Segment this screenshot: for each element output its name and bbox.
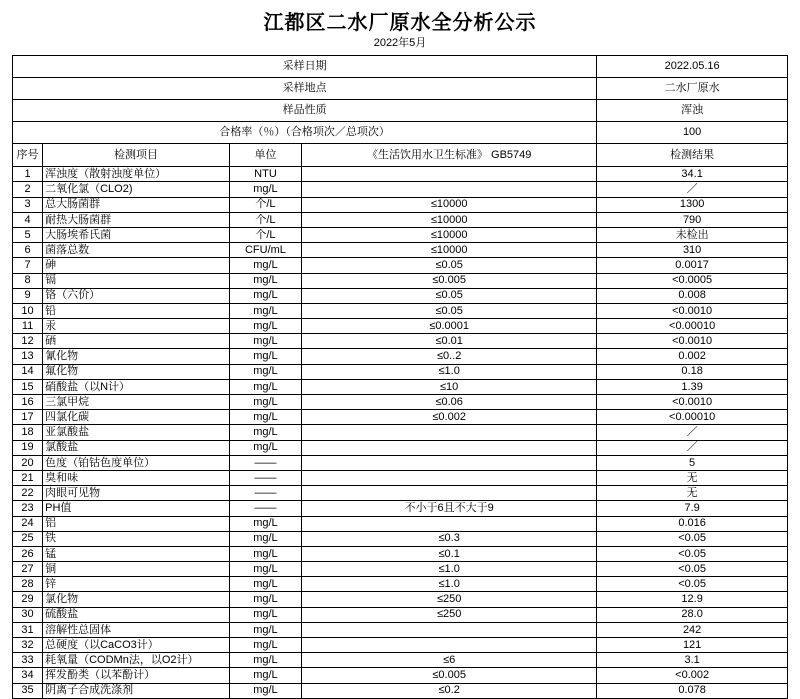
cell-standard: ≤0.3 [302,531,597,546]
cell-unit: mg/L [229,303,301,318]
column-header-unit: 单位 [229,144,301,167]
cell-no: 21 [13,470,43,485]
cell-standard: ≤0.05 [302,288,597,303]
table-row [13,440,788,455]
cell-item: 挥发酚类（以苯酚计） [43,668,230,683]
cell-unit: —— [229,455,301,470]
cell-result: <0.00010 [597,319,788,334]
cell-no: 9 [13,288,43,303]
table-row [13,243,788,258]
cell-item: PH值 [43,501,230,516]
cell-unit: mg/L [229,288,301,303]
cell-result: 0.18 [597,364,788,379]
cell-no: 27 [13,562,43,577]
cell-item: 铅 [43,303,230,318]
cell-unit: —— [229,470,301,485]
cell-item: 氟化物 [43,364,230,379]
column-header-item: 检测项目 [43,144,230,167]
cell-no: 28 [13,577,43,592]
cell-no: 19 [13,440,43,455]
cell-result: 3.1 [597,653,788,668]
cell-unit: NTU [229,167,301,182]
table-row [13,349,788,364]
table-row [13,303,788,318]
cell-no: 29 [13,592,43,607]
table-row [13,212,788,227]
cell-result: 0.016 [597,516,788,531]
cell-no: 34 [13,668,43,683]
table-row [13,562,788,577]
cell-result: <0.002 [597,668,788,683]
cell-standard [302,167,597,182]
cell-standard [302,486,597,501]
cell-result: 5 [597,455,788,470]
cell-result: 242 [597,622,788,637]
cell-result: <0.05 [597,546,788,561]
cell-unit: mg/L [229,592,301,607]
cell-standard: ≤250 [302,592,597,607]
cell-result: 7.9 [597,501,788,516]
cell-standard: ≤0.1 [302,546,597,561]
cell-item: 二氧化氯（CLO2) [43,182,230,197]
cell-unit: mg/L [229,395,301,410]
cell-result: 未检出 [597,227,788,242]
cell-standard: ≤0.005 [302,668,597,683]
cell-item: 锌 [43,577,230,592]
table-row [13,319,788,334]
cell-item: 亚氯酸盐 [43,425,230,440]
cell-no: 30 [13,607,43,622]
cell-result: <0.0010 [597,395,788,410]
cell-unit: mg/L [229,319,301,334]
cell-unit: mg/L [229,546,301,561]
table-row [13,410,788,425]
cell-item: 菌落总数 [43,243,230,258]
table-row [13,577,788,592]
cell-item: 硒 [43,334,230,349]
table-body [13,56,788,699]
cell-unit: 个/L [229,227,301,242]
table-row [13,470,788,485]
table-row [13,653,788,668]
table-row [13,227,788,242]
cell-no: 35 [13,683,43,698]
cell-unit: mg/L [229,683,301,698]
table-row [13,197,788,212]
cell-unit: mg/L [229,668,301,683]
cell-no: 6 [13,243,43,258]
cell-standard [302,470,597,485]
cell-unit: —— [229,486,301,501]
cell-result: 0.008 [597,288,788,303]
cell-standard [302,638,597,653]
analysis-table [12,55,788,699]
cell-item: 色度（铂钴色度单位） [43,455,230,470]
cell-no: 7 [13,258,43,273]
info-value: 浑浊 [597,100,788,122]
cell-unit: —— [229,501,301,516]
cell-item: 砷 [43,258,230,273]
cell-no: 26 [13,546,43,561]
table-row [13,683,788,698]
cell-result: <0.0005 [597,273,788,288]
cell-no: 18 [13,425,43,440]
cell-standard: ≤0.005 [302,273,597,288]
table-row [13,455,788,470]
cell-item: 总大肠菌群 [43,197,230,212]
cell-no: 12 [13,334,43,349]
cell-standard [302,440,597,455]
table-row [13,364,788,379]
cell-standard: ≤0.05 [302,303,597,318]
cell-no: 25 [13,531,43,546]
cell-no: 13 [13,349,43,364]
cell-unit: mg/L [229,258,301,273]
cell-unit: mg/L [229,622,301,637]
table-row [13,592,788,607]
cell-unit: CFU/mL [229,243,301,258]
column-header-standard: 《生活饮用水卫生标准》 GB5749 [302,144,597,167]
cell-standard: ≤10 [302,379,597,394]
cell-item: 氯酸盐 [43,440,230,455]
table-row [13,395,788,410]
table-row [13,516,788,531]
cell-result: ／ [597,440,788,455]
cell-standard [302,622,597,637]
info-value: 100 [597,122,788,144]
page-title: 江都区二水厂原水全分析公示 [263,12,537,34]
table-row [13,668,788,683]
cell-no: 31 [13,622,43,637]
table-row [13,607,788,622]
cell-result: <0.05 [597,562,788,577]
cell-unit: mg/L [229,349,301,364]
info-label: 样品性质 [13,100,597,122]
cell-standard: 不小于6且不大于9 [302,501,597,516]
cell-standard: ≤0.002 [302,410,597,425]
cell-result: <0.05 [597,531,788,546]
table-header-row [13,144,788,167]
cell-no: 33 [13,653,43,668]
cell-unit: mg/L [229,516,301,531]
table-row [13,334,788,349]
cell-unit: mg/L [229,607,301,622]
table-row [13,167,788,182]
cell-result: 1.39 [597,379,788,394]
table-row [13,379,788,394]
cell-item: 肉眼可见物 [43,486,230,501]
cell-standard: ≤0..2 [302,349,597,364]
info-label: 采样日期 [13,56,597,78]
info-value: 2022.05.16 [597,56,788,78]
info-label: 采样地点 [13,78,597,100]
cell-standard [302,455,597,470]
cell-no: 11 [13,319,43,334]
cell-result: 28.0 [597,607,788,622]
cell-no: 5 [13,227,43,242]
cell-result: <0.05 [597,577,788,592]
cell-item: 大肠埃希氏菌 [43,227,230,242]
table-row [13,546,788,561]
cell-result: 34.1 [597,167,788,182]
cell-result: 0.002 [597,349,788,364]
column-header-result: 检测结果 [597,144,788,167]
cell-item: 硫酸盐 [43,607,230,622]
table-row [13,273,788,288]
cell-unit: mg/L [229,334,301,349]
table-row [13,425,788,440]
cell-standard: ≤1.0 [302,364,597,379]
cell-item: 氯化物 [43,592,230,607]
cell-no: 1 [13,167,43,182]
cell-standard: ≤10000 [302,227,597,242]
cell-unit: mg/L [229,562,301,577]
cell-standard: ≤10000 [302,212,597,227]
cell-item: 臭和味 [43,470,230,485]
cell-result: ／ [597,182,788,197]
cell-result: 无 [597,486,788,501]
table-row [13,501,788,516]
cell-unit: 个/L [229,212,301,227]
cell-result: 0.0017 [597,258,788,273]
cell-result: ／ [597,425,788,440]
cell-standard: ≤10000 [302,243,597,258]
cell-item: 溶解性总固体 [43,622,230,637]
cell-unit: mg/L [229,410,301,425]
cell-no: 16 [13,395,43,410]
cell-standard: ≤0.0001 [302,319,597,334]
cell-no: 2 [13,182,43,197]
cell-no: 24 [13,516,43,531]
cell-unit: mg/L [229,182,301,197]
cell-no: 8 [13,273,43,288]
info-value: 二水厂原水 [597,78,788,100]
cell-no: 14 [13,364,43,379]
cell-item: 硝酸盐（以N计） [43,379,230,394]
cell-standard: ≤1.0 [302,577,597,592]
table-row [13,622,788,637]
cell-item: 四氯化碳 [43,410,230,425]
cell-result: <0.0010 [597,303,788,318]
cell-unit: mg/L [229,638,301,653]
cell-result: <0.0010 [597,334,788,349]
table-row [13,638,788,653]
cell-standard [302,516,597,531]
cell-item: 铝 [43,516,230,531]
cell-result: 无 [597,470,788,485]
info-row [13,122,788,144]
info-row [13,78,788,100]
cell-no: 22 [13,486,43,501]
cell-result: 310 [597,243,788,258]
cell-item: 汞 [43,319,230,334]
cell-item: 阴离子合成洗涤剂 [43,683,230,698]
cell-no: 23 [13,501,43,516]
cell-standard: ≤0.05 [302,258,597,273]
cell-standard [302,182,597,197]
cell-result: 1300 [597,197,788,212]
cell-item: 耐热大肠菌群 [43,212,230,227]
cell-item: 总硬度（以CaCO3计） [43,638,230,653]
cell-no: 4 [13,212,43,227]
cell-unit: 个/L [229,197,301,212]
cell-unit: mg/L [229,364,301,379]
cell-item: 镉 [43,273,230,288]
cell-no: 20 [13,455,43,470]
cell-item: 铁 [43,531,230,546]
cell-no: 15 [13,379,43,394]
column-header-no: 序号 [13,144,43,167]
info-row [13,100,788,122]
cell-standard: ≤0.2 [302,683,597,698]
cell-item: 浑浊度（散射浊度单位） [43,167,230,182]
cell-result: 790 [597,212,788,227]
cell-unit: mg/L [229,531,301,546]
cell-unit: mg/L [229,440,301,455]
cell-no: 17 [13,410,43,425]
cell-result: 12.9 [597,592,788,607]
cell-result: <0.00010 [597,410,788,425]
cell-no: 32 [13,638,43,653]
cell-unit: mg/L [229,577,301,592]
table-row [13,182,788,197]
cell-no: 3 [13,197,43,212]
cell-unit: mg/L [229,379,301,394]
cell-standard [302,425,597,440]
page-subtitle: 2022年5月 [373,37,427,49]
cell-item: 铬（六价） [43,288,230,303]
cell-unit: mg/L [229,425,301,440]
info-label: 合格率（％）（合格项次／总项次） [13,122,597,144]
cell-item: 耗氧量（CODMn法，以O2计） [43,653,230,668]
cell-result: 121 [597,638,788,653]
cell-no: 10 [13,303,43,318]
cell-standard: ≤250 [302,607,597,622]
cell-standard: ≤10000 [302,197,597,212]
cell-unit: mg/L [229,273,301,288]
table-row [13,486,788,501]
info-row [13,56,788,78]
cell-standard: ≤6 [302,653,597,668]
cell-standard: ≤0.06 [302,395,597,410]
table-row [13,288,788,303]
cell-item: 氰化物 [43,349,230,364]
cell-item: 三氯甲烷 [43,395,230,410]
cell-unit: mg/L [229,653,301,668]
cell-standard: ≤1.0 [302,562,597,577]
cell-item: 锰 [43,546,230,561]
cell-result: 0.078 [597,683,788,698]
cell-standard: ≤0.01 [302,334,597,349]
table-row [13,258,788,273]
table-row [13,531,788,546]
cell-item: 铜 [43,562,230,577]
